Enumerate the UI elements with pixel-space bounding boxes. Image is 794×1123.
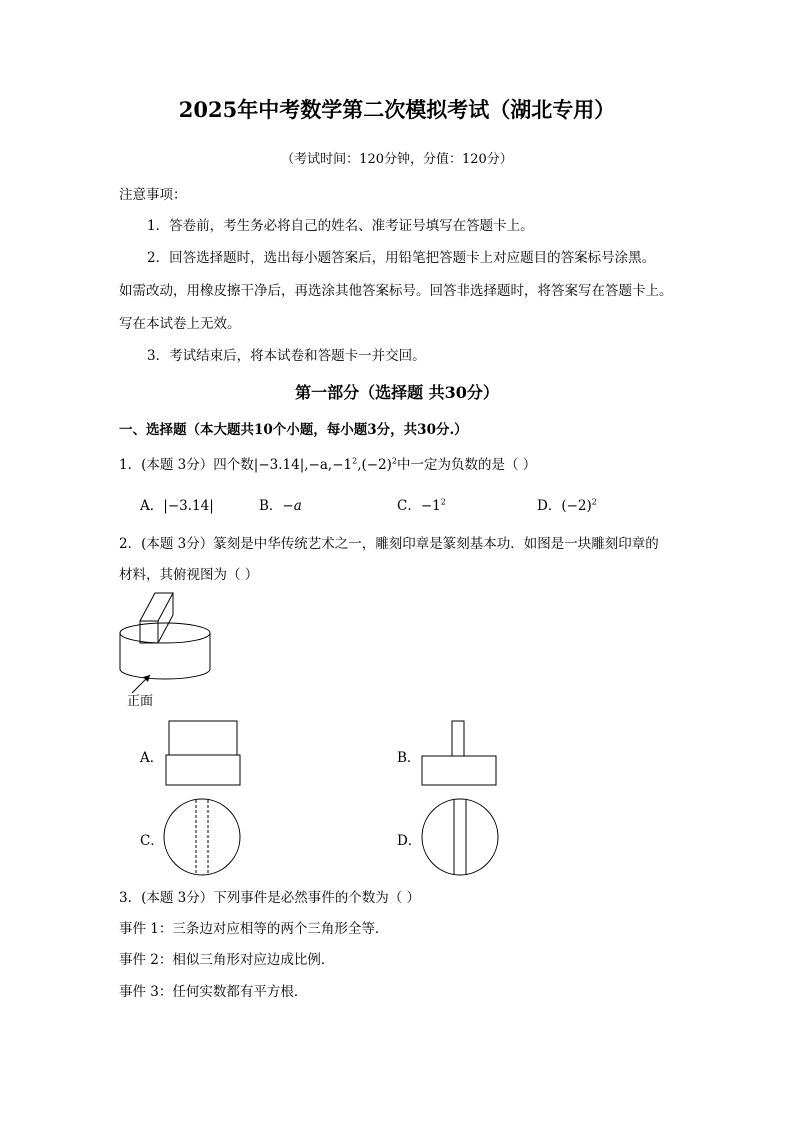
page-title: 2025年中考数学第二次模拟考试（湖北专用） xyxy=(178,97,616,122)
q1-abs-open: | xyxy=(253,457,259,473)
option-c-label: C． xyxy=(397,498,421,514)
option-d-sup: 2 xyxy=(591,497,597,507)
option-d-label: D． xyxy=(537,498,562,514)
q2-option-a-figure[interactable] xyxy=(165,720,245,788)
question-2-stem-line-1: 2．(本题 3分）篆刻是中华传统艺术之一，雕刻印章是篆刻基本功．如图是一块雕刻印章的 xyxy=(119,536,659,552)
q1-square-2: 2 xyxy=(391,456,398,466)
notice-item-3: 3．考试结束后，将本试卷和答题卡一并交回。 xyxy=(147,348,426,364)
q1-abs-close: | xyxy=(299,457,305,473)
q1-option-c[interactable] xyxy=(397,494,446,514)
notice-item-2-line-3: 写在本试卷上无效。 xyxy=(119,316,241,332)
option-a-label: A． xyxy=(140,498,164,514)
figure-front-label: 正面 xyxy=(127,694,154,709)
option-b-label: B． xyxy=(259,498,283,514)
q1-option-a[interactable] xyxy=(140,494,214,514)
question-3-stem: 3．(本题 3分）下列事件是必然事件的个数为（ ） xyxy=(119,890,421,906)
q1-abs-value: −3.14 xyxy=(258,457,300,473)
exam-info: （考试时间：120分钟，分值：120分） xyxy=(281,152,513,167)
notice-item-2-line-2: 如需改动，用橡皮擦干净后，再选涂其他答案标号。回答非选择题时，将答案写在答题卡上。 xyxy=(119,283,673,299)
question-1-stem xyxy=(119,453,536,473)
notice-heading: 注意事项： xyxy=(119,187,187,203)
section-heading: 一、选择题（本大题共10个小题，每小题3分，共30分.） xyxy=(119,422,468,438)
q2-option-b-figure[interactable] xyxy=(421,720,501,788)
option-a-value: −3.14 xyxy=(167,498,210,514)
option-c-sup: 2 xyxy=(440,497,446,507)
notice-item-2-line-1: 2．回答选择题时，选出每小题答案后，用铅笔把答题卡上对应题目的答案标号涂黑。 xyxy=(147,250,656,266)
q3-event-2: 事件 2：相似三角形对应边成比例． xyxy=(119,952,335,968)
option-d-value: (−2) xyxy=(561,498,592,514)
q1-stem-prefix: 1．(本题 3分）四个数 xyxy=(119,457,254,473)
q1-number-list: ,−a,−1 xyxy=(304,457,353,473)
q2-option-c-figure[interactable] xyxy=(163,798,243,878)
q2-option-d-figure[interactable] xyxy=(421,798,501,878)
option-a-abs-open: | xyxy=(163,498,168,514)
q3-event-3: 事件 3：任何实数都有平方根． xyxy=(119,984,308,1000)
q1-option-b[interactable] xyxy=(259,494,302,514)
q3-event-1: 事件 1：三条边对应相等的两个三角形全等． xyxy=(119,921,389,937)
q1-number-list-2: ,(−2) xyxy=(357,457,392,473)
q2-option-b-label[interactable]: B． xyxy=(397,750,421,766)
q2-option-c-label[interactable]: C． xyxy=(140,833,164,849)
notice-item-1: 1．答卷前，考生务必将自己的姓名、准考证号填写在答题卡上。 xyxy=(147,218,534,234)
q1-stem-suffix: 中一定为负数的是（ ） xyxy=(397,457,537,473)
option-b-value: −a xyxy=(282,498,302,514)
question-2-stem-line-2: 材料，其俯视图为（ ） xyxy=(119,567,259,583)
part-heading: 第一部分（选择题 共30分） xyxy=(295,383,499,402)
q1-square-1: 2 xyxy=(352,456,358,466)
q2-option-d-label[interactable]: D． xyxy=(397,833,422,849)
option-c-value: −1 xyxy=(420,498,441,514)
option-a-abs-close: | xyxy=(209,498,214,514)
q1-option-d[interactable] xyxy=(537,494,597,514)
q2-option-a-label[interactable]: A． xyxy=(140,750,164,766)
